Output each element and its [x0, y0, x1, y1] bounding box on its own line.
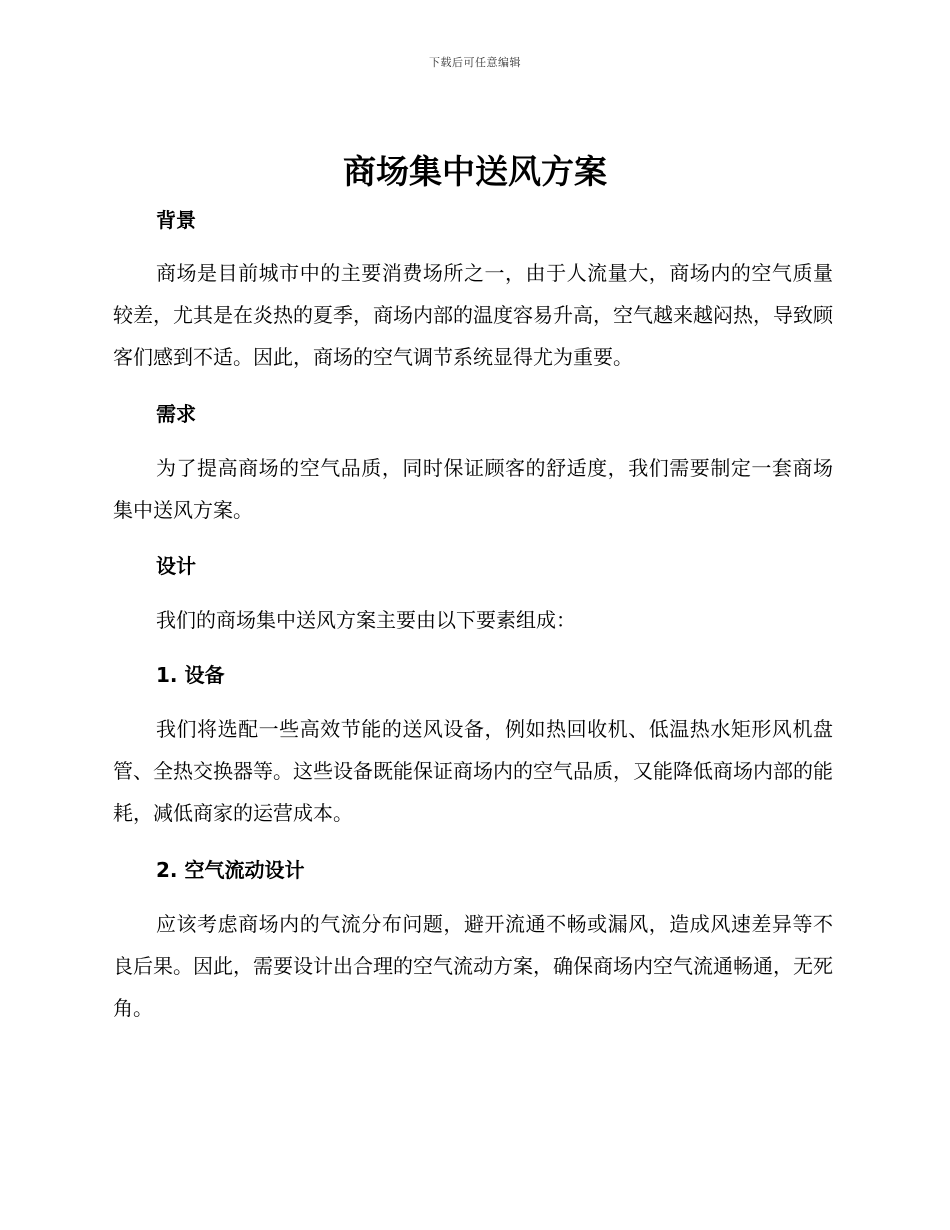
header-note: 下载后可任意编辑 — [429, 56, 521, 69]
section-body-equipment: 我们将选配一些高效节能的送风设备，例如热回收机、低温热水矩形风机盘管、全热交换器等。这些设备既能保证商场内的空气品质，又能降低商场内部的能耗，减低商家的运营成本。 — [113, 717, 833, 825]
section-body-airflow: 应该考虑商场内的气流分布问题，避开流通不畅或漏风，造成风速差异等不良后果。因此，需要设计出合理的空气流动方案，确保商场内空气流通畅通，无死角。 — [113, 912, 833, 1020]
section-heading-background: 背景 — [156, 208, 196, 232]
section-heading-design: 设计 — [156, 554, 196, 578]
section-body-design: 我们的商场集中送风方案主要由以下要素组成： — [156, 608, 576, 632]
section-body-requirements: 为了提高商场的空气品质，同时保证顾客的舒适度，我们需要制定一套商场集中送风方案。 — [113, 456, 833, 522]
section-heading-equipment: 1. 设备 — [156, 663, 225, 687]
document-title: 商场集中送风方案 — [343, 152, 607, 191]
section-heading-requirements: 需求 — [156, 402, 196, 426]
section-body-background: 商场是目前城市中的主要消费场所之一，由于人流量大，商场内的空气质量较差，尤其是在炎热的夏季，商场内部的温度容易升高，空气越来越闷热，导致顾客们感到不适。因此，商场的空气调节系统显得尤为重要。 — [113, 261, 833, 369]
section-heading-airflow: 2. 空气流动设计 — [156, 858, 305, 882]
